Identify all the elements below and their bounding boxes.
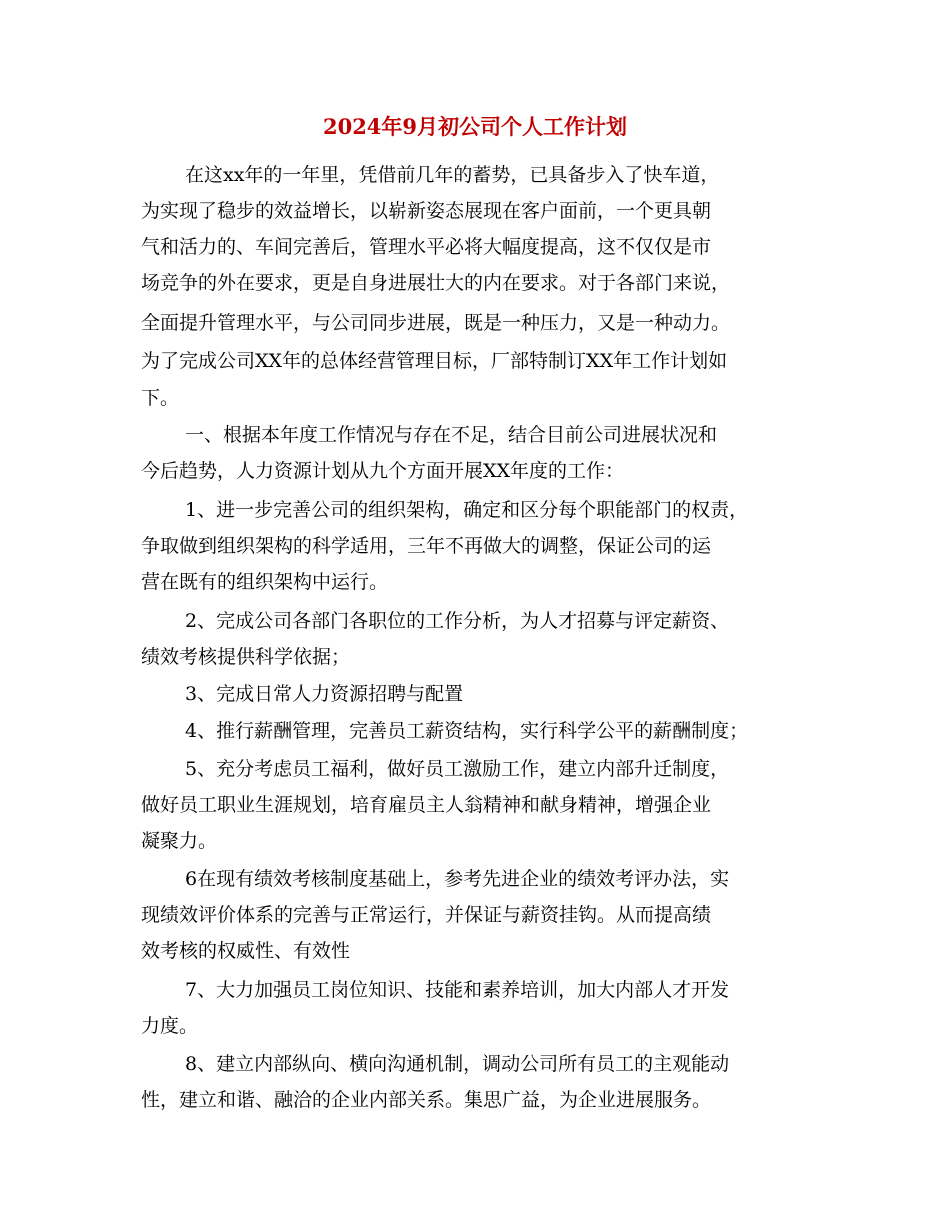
body-line: 下。 [141, 387, 180, 409]
body-line: 6在现有绩效考核制度基础上，参考先进企业的绩效考评办法，实 [185, 868, 730, 890]
body-line: 8、建立内部纵向、横向沟通机制，调动公司所有员工的主观能动 [185, 1053, 730, 1075]
body-line: 5、充分考虑员工福利，做好员工激励工作，建立内部升迁制度， [185, 758, 730, 780]
body-line: 3、完成日常人力资源招聘与配置 [185, 683, 464, 705]
body-line: 绩效考核提供科学依据； [141, 646, 351, 668]
body-line: 做好员工职业生涯规划，培育雇员主人翁精神和献身精神，增强企业 [141, 794, 712, 816]
body-line: 为了完成公司XX年的总体经营管理目标，厂部特制订XX年工作计划如 [141, 350, 728, 372]
body-line: 争取做到组织架构的科学适用，三年不再做大的调整，保证公司的运 [141, 535, 712, 557]
body-line: 力度。 [141, 1015, 199, 1037]
body-line: 今后趋势，人力资源计划从九个方面开展XX年度的工作： [141, 460, 625, 482]
body-line: 1、进一步完善公司的组织架构，确定和区分每个职能部门的权责， [185, 499, 749, 521]
document-title: 2024年9月初公司个人工作计划 [322, 114, 628, 139]
body-line: 凝聚力。 [141, 830, 218, 852]
body-line: 一、根据本年度工作情况与存在不足，结合目前公司进展状况和 [185, 424, 718, 446]
body-line: 全面提升管理水平，与公司同步进展，既是一种压力，又是一种动力。 [141, 312, 731, 334]
body-line: 7、大力加强员工岗位知识、技能和素养培训，加大内部人才开发 [185, 979, 730, 1001]
body-line: 营在既有的组织架构中运行。 [141, 571, 389, 593]
body-line: 在这xx年的一年里，凭借前几年的蓄势，已具备步入了快车道， [185, 164, 720, 186]
body-line: 4、推行薪酬管理，完善员工薪资结构，实行科学公平的薪酬制度； [185, 720, 749, 742]
body-line: 气和活力的、车间完善后，管理水平必将大幅度提高，这不仅仅是市 [141, 236, 712, 258]
body-line: 性，建立和谐、融洽的企业内部关系。集思广益，为企业进展服务。 [141, 1089, 712, 1111]
body-line: 为实现了稳步的效益增长，以崭新姿态展现在客户面前，一个更具朝 [141, 200, 712, 222]
body-line: 2、完成公司各部门各职位的工作分析，为人才招募与评定薪资、 [185, 610, 730, 632]
body-line: 效考核的权威性、有效性 [141, 940, 351, 962]
body-line: 场竞争的外在要求，更是自身进展壮大的内在要求。对于各部门来说， [141, 272, 731, 294]
body-line: 现绩效评价体系的完善与正常运行，并保证与薪资挂钩。从而提高绩 [141, 904, 712, 926]
